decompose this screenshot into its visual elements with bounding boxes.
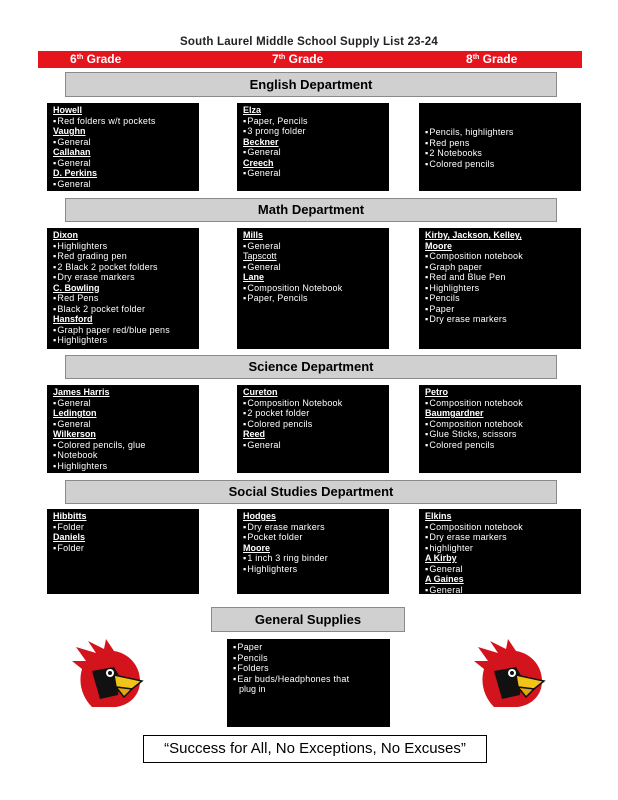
supply-item: ▪ Paper, Pencils: [243, 116, 383, 127]
supply-item: ▪ Paper: [425, 304, 575, 315]
supply-item: ▪ 2 Black 2 pocket folders: [53, 262, 193, 273]
teacher-name: Baumgardner: [425, 408, 484, 418]
grade-8-label: 8th Grade: [466, 52, 518, 66]
social-studies-department-header: Social Studies Department: [65, 480, 557, 504]
supply-item: ▪ 2 pocket folder: [243, 408, 383, 419]
teacher-name: Beckner: [243, 136, 279, 147]
teacher-name: James Harris: [53, 387, 110, 397]
supply-item: ▪ Glue Sticks, scissors: [425, 429, 575, 440]
math-grade8-box: [419, 228, 581, 349]
teacher-name: Wilkerson: [53, 429, 96, 439]
supply-item: ▪ General: [243, 168, 383, 179]
science-department-header: Science Department: [65, 355, 557, 379]
supply-item: ▪ General: [243, 147, 383, 158]
supply-item: ▪ Black 2 pocket folder: [53, 304, 193, 315]
supply-item: ▪ General: [53, 158, 193, 169]
supply-item: ▪ Folder: [53, 543, 193, 554]
supply-item: ▪ Dry erase markers: [53, 272, 193, 283]
math-grade6-box: [47, 228, 199, 349]
supply-item: ▪ 3 prong folder: [243, 126, 383, 137]
supply-item: ▪ Highlighters: [243, 564, 383, 575]
supply-item: ▪ Composition notebook: [425, 398, 575, 409]
supply-item: ▪ Colored pencils: [425, 440, 575, 451]
teacher-name: A Gaines: [425, 574, 464, 584]
teacher-name: Callahan: [53, 147, 91, 157]
teacher-name: Vaughn: [53, 126, 86, 136]
supply-item: ▪ Graph paper: [425, 262, 575, 273]
supply-item: ▪ Pencils: [233, 653, 384, 664]
supply-item: ▪ General: [53, 179, 193, 190]
math-grade7-box: [237, 228, 389, 349]
teacher-name: Tapscott: [243, 251, 277, 261]
teacher-name: D. Perkins: [53, 168, 98, 178]
teacher-name: C. Bowling: [53, 282, 100, 293]
supply-item: ▪ General: [243, 440, 383, 451]
supply-item: ▪ General: [425, 585, 575, 596]
supply-item: ▪ General: [425, 564, 575, 575]
english-grade8-box: [419, 103, 581, 191]
teacher-name: Ledington: [53, 408, 97, 418]
grade-header-bar: [38, 51, 582, 68]
english-grade7-box: [237, 103, 389, 191]
supply-item: ▪ 1 inch 3 ring binder: [243, 553, 383, 564]
general-supplies-header: General Supplies: [211, 607, 405, 632]
teacher-name: Petro: [425, 387, 449, 397]
supply-item: ▪ Folder: [53, 522, 193, 533]
teacher-name: Moore: [425, 240, 452, 251]
supply-item: ▪ Red and Blue Pen: [425, 272, 575, 283]
english-department-header: English Department: [65, 72, 557, 97]
supply-item: ▪ Folders: [233, 663, 384, 674]
teacher-name: Elkins: [425, 511, 452, 521]
supply-item: ▪ Red folders w/t pockets: [53, 116, 193, 127]
supply-item: ▪ Red pens: [425, 138, 575, 149]
supply-item: ▪ 2 Notebooks: [425, 148, 575, 159]
social-grade6-box: [47, 509, 199, 594]
supply-item: ▪ General: [53, 398, 193, 409]
supply-item: ▪ Paper, Pencils: [243, 293, 383, 304]
supply-item: ▪ Composition notebook: [425, 419, 575, 430]
supply-item: ▪ Highlighters: [53, 241, 193, 252]
supply-item: ▪ Pencils, highlighters: [425, 127, 575, 138]
grade-7-label: 7th Grade: [272, 52, 324, 66]
supply-item: ▪ General: [243, 241, 383, 252]
supply-item: ▪ Red grading pen: [53, 251, 193, 262]
supply-item: ▪ Paper: [233, 642, 384, 653]
supply-item: ▪ Composition Notebook: [243, 398, 383, 409]
supply-item: ▪ Colored pencils: [425, 159, 575, 170]
supply-item: ▪ Red Pens: [53, 293, 193, 304]
general-supplies-box: [227, 639, 390, 727]
supply-item: ▪ Highlighters: [425, 283, 575, 294]
teacher-name: Creech: [243, 157, 274, 168]
cardinal-head-icon: [472, 637, 552, 709]
supply-item-continuation: plug in: [239, 684, 266, 694]
teacher-name: Dixon: [53, 230, 79, 240]
english-grade6-box: [47, 103, 199, 191]
teacher-name: Lane: [243, 272, 265, 282]
cardinal-head-icon: [70, 637, 150, 709]
social-grade7-box: [237, 509, 389, 594]
supply-item: ▪ Graph paper red/blue pens: [53, 325, 193, 336]
supply-item: ▪ Notebook: [53, 450, 193, 461]
grade-6-label: 6th Grade: [70, 52, 122, 66]
supply-item: ▪ General: [53, 419, 193, 430]
supply-item: ▪ Dry erase markers: [425, 532, 575, 543]
teacher-name: Howell: [53, 105, 83, 115]
teacher-name: Cureton: [243, 387, 278, 397]
social-grade8-box: [419, 509, 581, 594]
supply-item: ▪ Colored pencils, glue: [53, 440, 193, 451]
science-grade7-box: [237, 385, 389, 473]
supply-item: ▪ Composition notebook: [425, 522, 575, 533]
science-grade6-box: [47, 385, 199, 473]
teacher-name: Hibbitts: [53, 511, 87, 521]
supply-item: ▪ Dry erase markers: [425, 314, 575, 325]
teacher-name: Elza: [243, 105, 262, 115]
supply-item: ▪ Dry erase markers: [243, 522, 383, 533]
teacher-name: Reed: [243, 429, 266, 439]
supply-item: ▪ General: [53, 137, 193, 148]
teacher-name: Mills: [243, 230, 264, 240]
teacher-name: Hansford: [53, 314, 93, 324]
supply-item: ▪ Highlighters: [53, 461, 193, 472]
supply-item: ▪ Composition notebook: [425, 251, 575, 262]
supply-item: ▪ Composition Notebook: [243, 283, 383, 294]
teacher-name: A Kirby: [425, 553, 457, 563]
supply-item: ▪ Ear buds/Headphones that: [233, 674, 384, 685]
motto-banner: “Success for All, No Exceptions, No Excuses”: [143, 735, 487, 763]
teacher-name: Daniels: [53, 532, 86, 542]
teacher-name: Moore: [243, 542, 270, 553]
supply-item: ▪ Pocket folder: [243, 532, 383, 543]
supply-item: ▪ Colored pencils: [243, 419, 383, 430]
supply-item: ▪ Highlighters: [53, 335, 193, 346]
supply-item: ▪ General: [243, 262, 383, 273]
teacher-name: Hodges: [243, 511, 277, 521]
page-title: South Laurel Middle School Supply List 23-24: [180, 36, 438, 48]
supply-item: ▪ Pencils: [425, 293, 575, 304]
science-grade8-box: [419, 385, 581, 473]
math-department-header: Math Department: [65, 198, 557, 222]
teacher-name: Kirby, Jackson, Kelley,: [425, 230, 522, 240]
supply-item: ▪ highlighter: [425, 543, 575, 554]
